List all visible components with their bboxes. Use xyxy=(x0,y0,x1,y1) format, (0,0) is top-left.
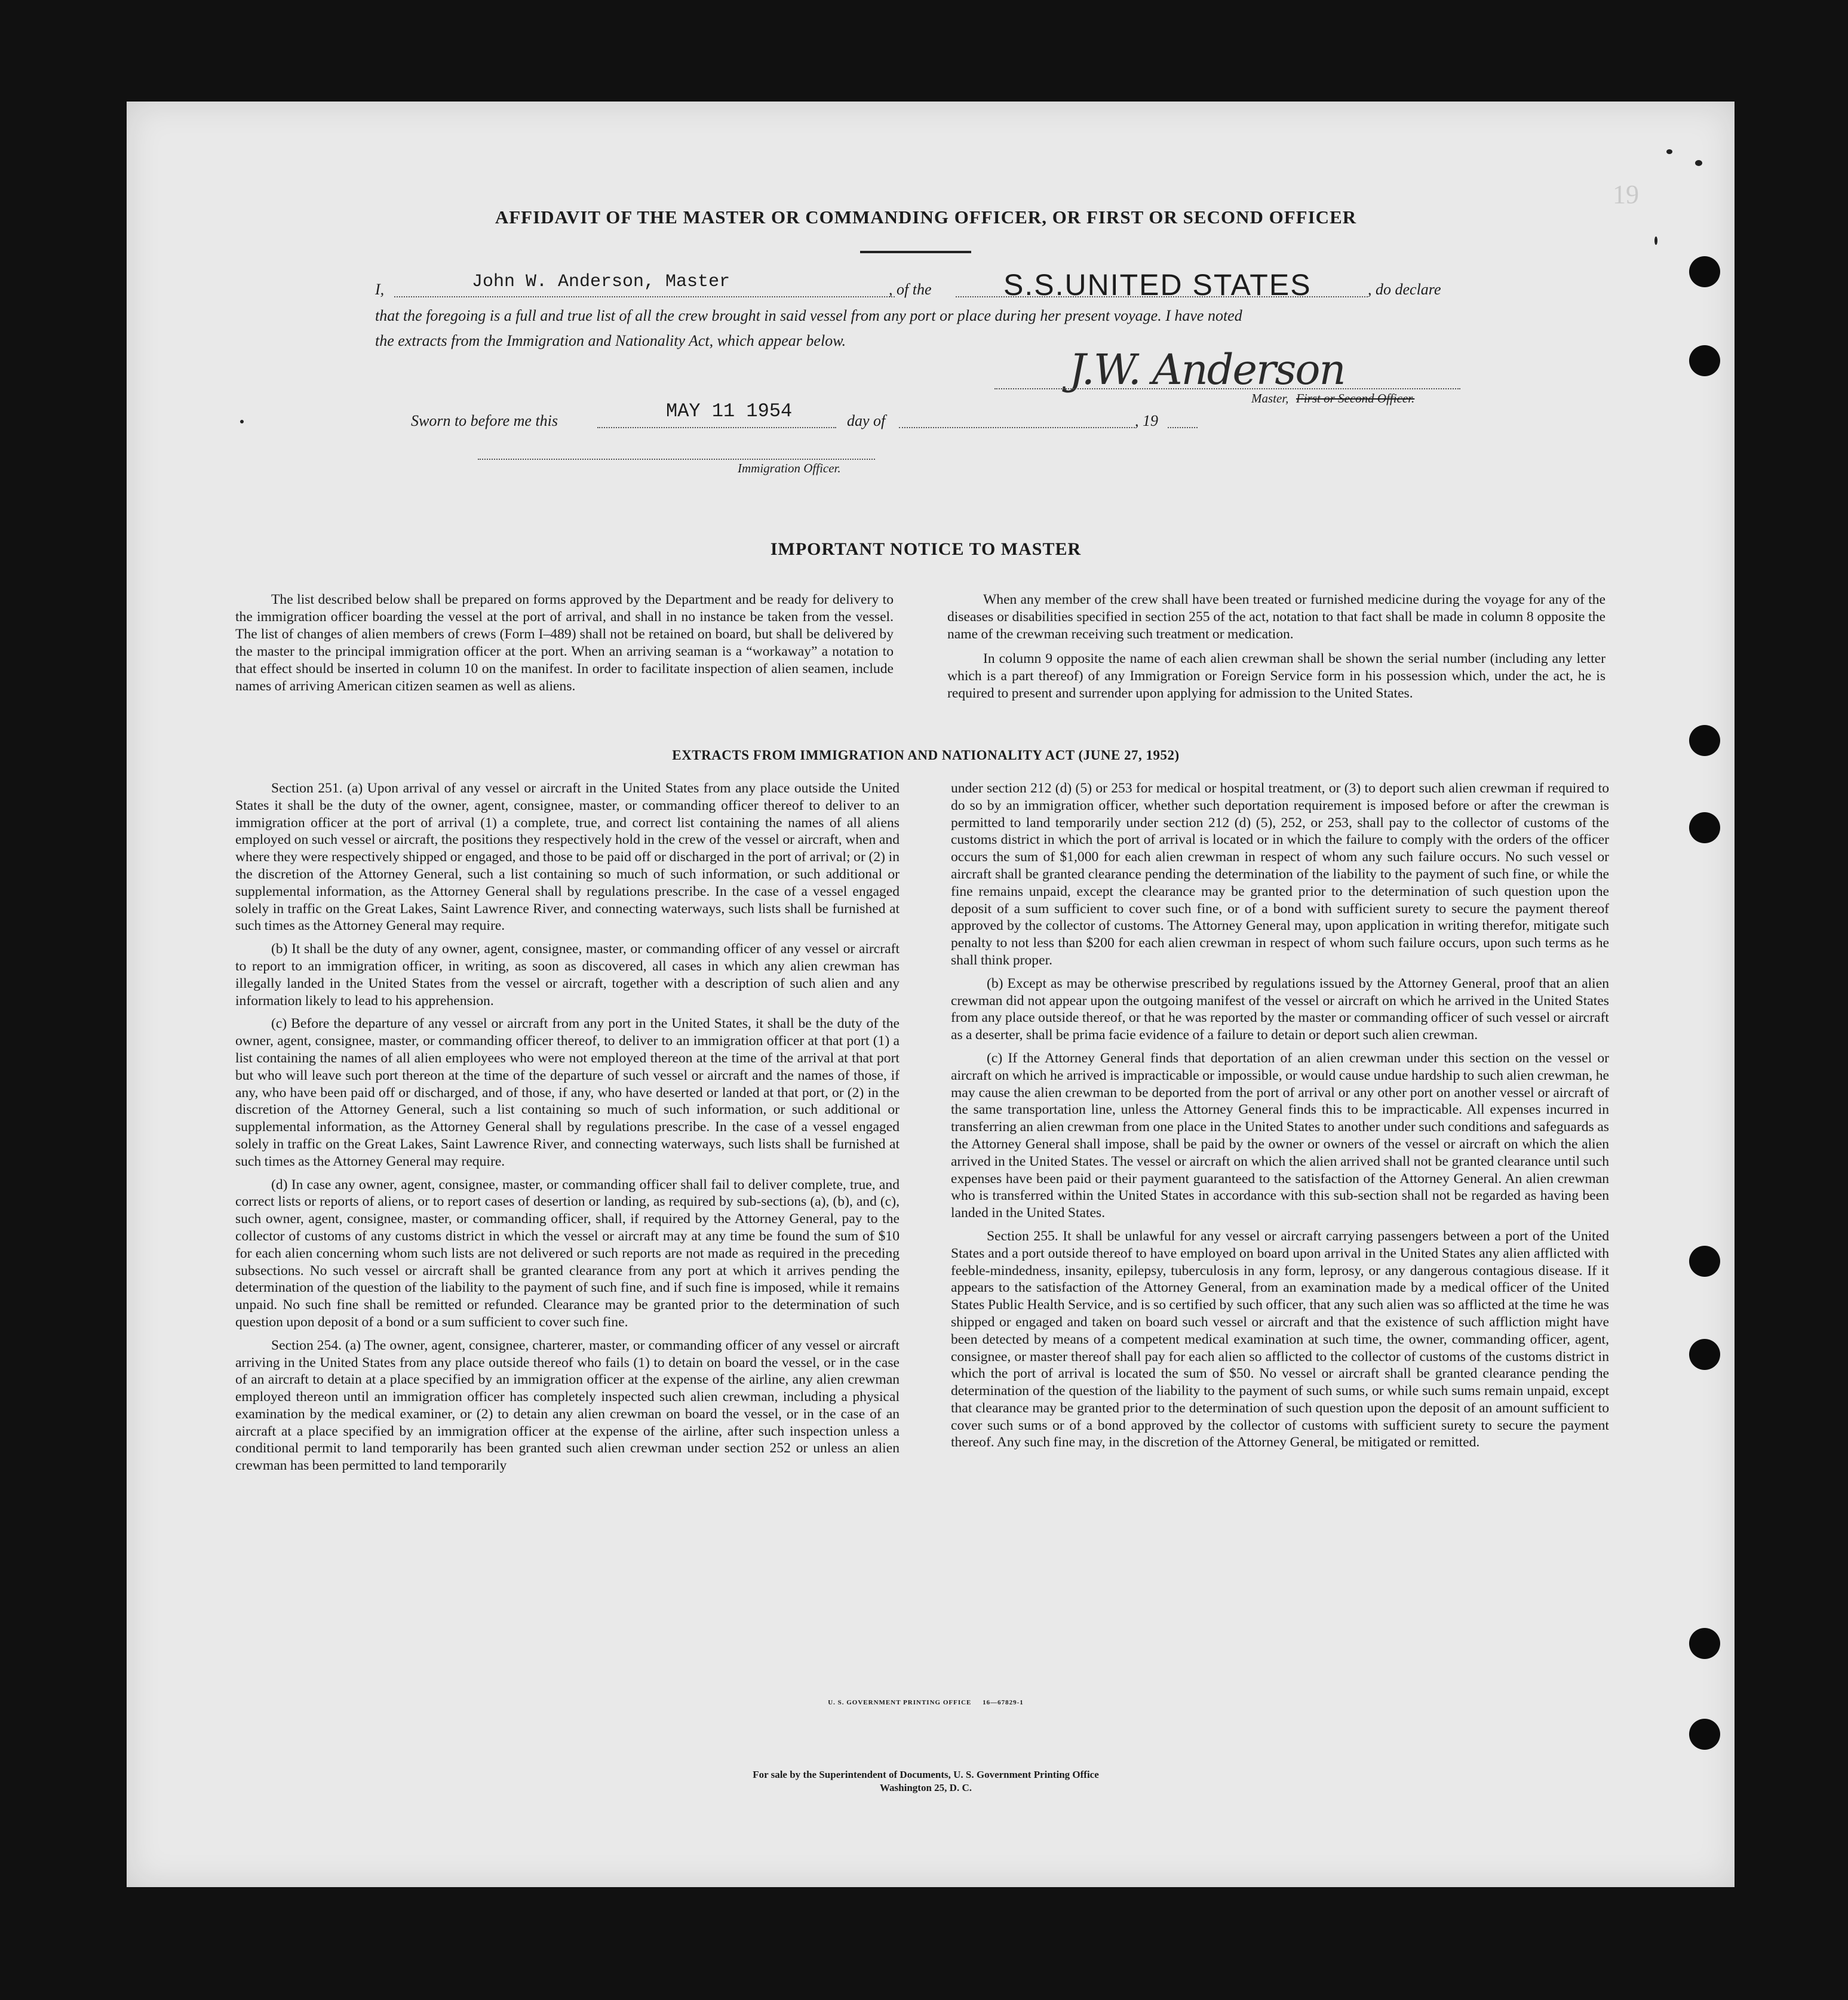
sworn-date-line xyxy=(597,427,836,428)
extracts-title: EXTRACTS FROM IMMIGRATION AND NATIONALITY ACT (JUNE 27, 1952) xyxy=(672,748,1180,763)
title-rule xyxy=(860,251,971,253)
year-line xyxy=(1168,427,1198,428)
punch-hole-8 xyxy=(1689,1719,1720,1750)
section-251-d: (d) In case any owner, agent, consignee, master, or commanding officer shall fail to deliver complete, true, and correct lists or reports of aliens, or to report cases of desertion or landing, as required by sub-sections (a), (b), and (c), such owner, agent, consignee, master, or commanding officer, shall, if required by the Attorney General, pay to the collector of customs of any customs district in which the vessel or aircraft may at any time be found the sum of $10 for each alien concerning whom such lists are not delivered or such reports are not made as required in the preceding subsections. No such vessel or aircraft shall be granted clearance from any port at which it arrives pending the determination of the question of the liability to the payment of such fine, and if such fine is imposed, while it remains unpaid. No such fine shall be remitted or refunded. Clearance may be granted prior to the determination of such question upon deposit of a bond or a sum sufficient to cover such fine. xyxy=(235,1176,900,1330)
scan-speck xyxy=(1654,236,1657,245)
sale-notice-line-2: Washington 25, D. C. xyxy=(880,1782,972,1793)
scan-speck xyxy=(1695,160,1702,166)
punch-hole-1 xyxy=(1689,256,1720,287)
of-the-label: , of the xyxy=(889,281,932,298)
sale-notice-line-1: For sale by the Superintendent of Documents, U. S. Government Printing Office xyxy=(753,1769,1099,1780)
year-label: , 19 xyxy=(1135,412,1158,429)
section-251-b: (b) It shall be the duty of any owner, agent, consignee, master, or commanding officer of any vessel or aircraft to report to an immigration officer, in writing, as soon as discovered, all cases in which any alien crewman has illegally landed in the United States from the vessel or aircraft, together with a description of such alien and any information likely to lead to his apprehension. xyxy=(235,941,900,1009)
declarant-line xyxy=(394,296,895,297)
punch-hole-2 xyxy=(1689,345,1720,376)
sworn-label: Sworn to before me this xyxy=(411,412,558,429)
declaration-line-2: that the foregoing is a full and true list of all the crew brought in said vessel from any port or place during her present voyage. I have noted xyxy=(375,307,1242,324)
notice-right-column xyxy=(947,591,1606,702)
immigration-officer-line xyxy=(478,459,875,460)
scan-speck xyxy=(1666,149,1672,154)
section-254-a: Section 254. (a) The owner, agent, consignee, charterer, master, or commanding officer of any vessel or aircraft arriving in the United States from any place outside thereof who fails (1) to detain on board the vessel, or in the case of an aircraft to detain at a place specified by an immigration officer at the expense of the airline, any alien crewman employed thereon until an immigration officer has completely inspected such alien crewman, including a physical examination by the medical examiner, or (2) to detain any alien crewman on board the vessel, or in the case of an aircraft at a place specified by an immigration officer at the expense of the airline, after such inspection unless a conditional permit to land temporarily has been granted such alien crewman under section 252 or unless an alien crewman has been permitted to land temporarily xyxy=(235,1337,900,1474)
section-254-a-cont: under section 212 (d) (5) or 253 for medical or hospital treatment, or (3) to deport such alien crewman if required to do so by an immigration officer, whether such deportation requirement is imposed before or after the crewman is permitted to land temporarily under section 212 (d) (5), 252, or 253, shall pay to the collector of customs of the customs district in which the port of arrival is located or in which the failure to comply with the orders of the officer occurs the sum of $1,000 for each alien crewman in respect of whom any such failure occurs. No such vessel or aircraft shall be granted clearance pending the determination of the liability to the payment of such fine, or while the fine remains unpaid, except the clearance may be granted prior to the determination of such question upon the deposit of a sum sufficient to cover such fine, or of a bond with sufficient surety to secure the payment thereof approved by the collector of customs. The Attorney General may, upon application in writing therefor, mitigate such penalty to not less than $200 for each alien crewman in respect of whom such failure occurs, upon such terms as he shall think proper. xyxy=(951,781,1609,968)
declarant-name: John W. Anderson, Master xyxy=(472,272,730,292)
sworn-date: MAY 11 1954 xyxy=(666,400,793,422)
punch-hole-6 xyxy=(1689,1339,1720,1370)
extracts-left-column xyxy=(235,780,900,1474)
section-251-a: Section 251. (a) Upon arrival of any vessel or aircraft in the United States from any place outside the United States it shall be the duty of the owner, agent, consignee, master, or commanding officer thereof to deliver to an immigration officer at the port of arrival (1) a complete, true, and correct list containing the names of all aliens employed on such vessel or aircraft, the positions they respectively hold in the crew of the vessel or aircraft, when and where they were respectively shipped or engaged, and those to be paid off or discharged in the port of arrival; or (2) in the discretion of the Attorney General, such a list containing so much of such information, or such additional or supplemental information, as the Attorney General shall by regulations prescribe. In the case of a vessel engaged solely in traffic on the Great Lakes, Saint Lawrence River, and connecting waterways, such lists shall be furnished at such times as the Attorney General may require. xyxy=(235,781,900,934)
immigration-officer-label: Immigration Officer. xyxy=(738,461,841,475)
notice-title: IMPORTANT NOTICE TO MASTER xyxy=(770,539,1082,559)
punch-hole-5 xyxy=(1689,1246,1720,1277)
struck-officer-label: First or Second Officer. xyxy=(1296,391,1415,405)
notice-right-paragraph-2: In column 9 opposite the name of each alien crewman shall be shown the serial number (including any letter which is a part thereof) of any Immigration or Foreign Service form in his possession which, under the act, he is required to present and surrender upon applying for admission to the United States. xyxy=(947,651,1606,701)
declare-prefix: I, xyxy=(375,281,385,298)
punch-hole-7 xyxy=(1689,1628,1720,1659)
section-254-c: (c) If the Attorney General finds that deportation of an alien crewman under this section on the vessel or aircraft on which he arrived is impracticable or impossible, or would cause undue hardship to such alien crewman, he may cause the alien crewman to be deported from the port of arrival or any other port on another vessel or aircraft of the same transportation line, unless the Attorney General finds this to be impracticable. All expenses incurred in transferring an alien crewman from one place in the United States to another under such conditions and safeguards as the Attorney General shall impose, shall be paid by the owner or owners of the vessel or aircraft on which the alien arrived in the United States. The vessel or aircraft on which the alien arrived shall not be granted clearance until such expenses have been paid or their payment guaranteed to the satisfaction of the Attorney General. An alien crewman who is transferred within the United States in accordance with this sub-section shall not be regarded as having been landed in the United States. xyxy=(951,1050,1609,1221)
notice-right-paragraph-1: When any member of the crew shall have been treated or furnished medicine during the voyage for any of the diseases or disabilities specified in section 255 of the act, notation to that fact shall be made in column 8 opposite the name of the crewman receiving such treatment or medication. xyxy=(947,592,1606,642)
scan-speck xyxy=(240,420,244,423)
master-label: Master, xyxy=(1251,391,1289,405)
vessel-name: S.S.UNITED STATES xyxy=(1003,268,1312,302)
punch-hole-4 xyxy=(1689,812,1720,843)
section-255: Section 255. It shall be unlawful for any vessel or aircraft carrying passengers between a port of the United States and a port outside thereof to have employed on board upon arrival in the United States any alien afflicted with feeble-mindedness, insanity, epilepsy, tuberculosis in any form, leprosy, or any dangerous contagious disease. If it appears to the satisfaction of the Attorney General, from an examination made by a medical officer of the United States Public Health Service, and is so certified by such officer, that any such alien was so afflicted at the time he was shipped or engaged and taken on board such vessel or aircraft and that the existence of such affliction might have been detected by means of a competent medical examination at such time, the owner, commanding officer, agent, consignee, or master thereof shall pay for each alien so afflicted to the collector of customs of the customs district in which the port of arrival is located the sum of $50. No vessel or aircraft shall be granted clearance pending the determination of the question of the liability to the payment of such sums, or while such sums remain unpaid, except that clearance may be granted prior to the determination of such question upon the deposit of an amount sufficient to cover such sums or of a bond approved by the collector of customs with sufficient surety to secure the payment thereof. Any such fine may, in the discretion of the Attorney General, be mitigated or remitted. xyxy=(951,1228,1609,1451)
signature-line xyxy=(994,388,1460,389)
day-of-label: day of xyxy=(847,412,886,429)
section-251-c: (c) Before the departure of any vessel or aircraft from any port in the United States, it shall be the duty of the owner, agent, consignee, master, or commanding officer thereof, to deliver to an immigration officer at that port (1) a list containing the names of all alien employees who were not employed thereon at the time of the arrival at that port but who will leave such port thereon at the time of the departure of such vessel or aircraft and the names of those, if any, who have been paid off or discharged, and of those, if any, who have deserted or landed at that port, or (2) in the discretion of the Attorney General, such a list containing so much of such information, or such additional or supplemental information, as the Attorney General shall by regulations prescribe. In the case of a vessel engaged solely in traffic on the Great Lakes, Saint Lawrence River, and connecting waterways, such lists shall be furnished at such times as the Attorney General may require. xyxy=(235,1016,900,1169)
section-254-b: (b) Except as may be otherwise prescribed by regulations issued by the Attorney General, proof that an alien crewman did not appear upon the outgoing manifest of the vessel or aircraft on which he arrived in the United States from any place outside thereof, or that he was reported by the master or commanding officer of such vessel or aircraft as a deserter, shall be prima facie evidence of a failure to detain or deport such alien crewman. xyxy=(951,975,1609,1043)
affidavit-title: AFFIDAVIT OF THE MASTER OR COMMANDING OFFICER, OR FIRST OR SECOND OFFICER xyxy=(495,207,1357,228)
signature: J.W. Anderson xyxy=(1069,345,1345,394)
printer-imprint: U. S. GOVERNMENT PRINTING OFFICE 16—67829-1 xyxy=(828,1699,1024,1706)
notice-left-column xyxy=(235,591,894,695)
declaration-line-3: the extracts from the Immigration and Nationality Act, which appear below. xyxy=(375,332,846,349)
month-line xyxy=(899,427,1135,428)
notice-left-paragraph: The list described below shall be prepared on forms approved by the Department and be ready for delivery to the immigration officer boarding the vessel at the port of arrival, and shall in no instance be taken from the vessel. The list of changes of alien members of crews (Form I–489) shall not be retained on board, but shall be delivered by the master to the principal immigration officer at the port. When an arriving seaman is a “workaway” a notation to that effect should be inserted in column 10 on the manifest. In order to facilitate inspection of alien seamen, include names of arriving American citizen seamen as well as aliens. xyxy=(235,592,894,694)
extracts-right-column xyxy=(951,780,1609,1451)
page-number-mark: 19 xyxy=(1613,180,1639,209)
do-declare-label: , do declare xyxy=(1368,281,1441,298)
punch-hole-3 xyxy=(1689,725,1720,756)
